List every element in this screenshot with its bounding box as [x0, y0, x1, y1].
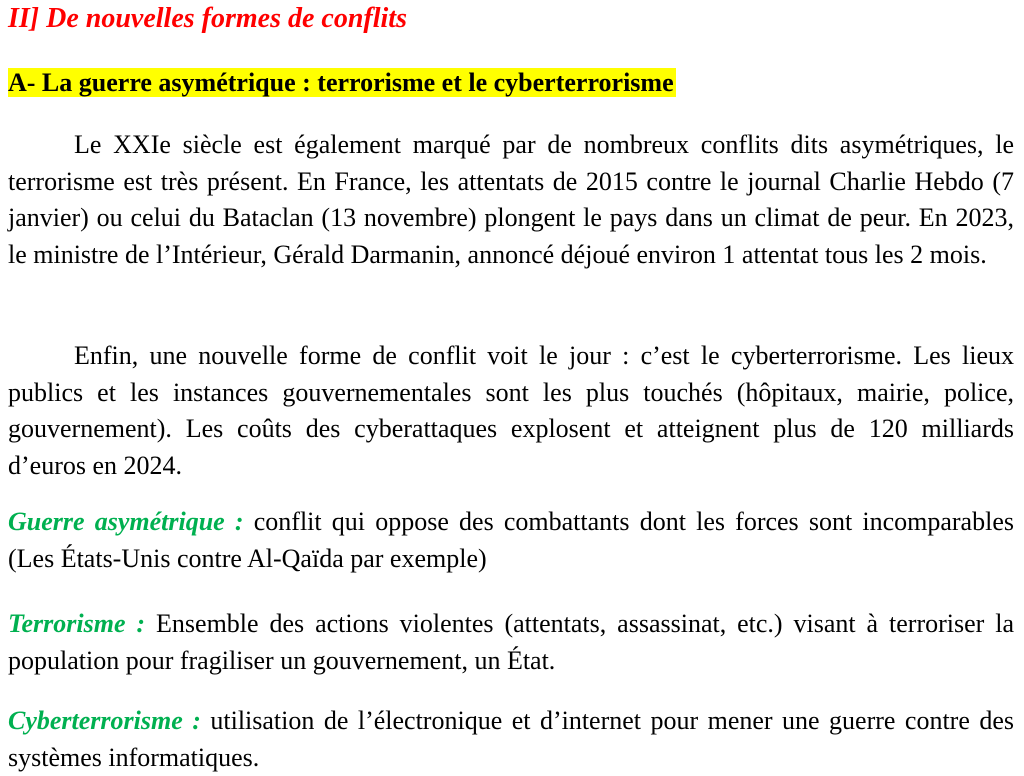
definition-term: Cyberterrorisme : — [8, 706, 201, 735]
definition-text: utilisation de l’électronique et d’internet pour mener une guerre contre des systèmes informatiques. — [8, 706, 1015, 772]
definition-text: Ensemble des actions violentes (attentats, assassinat, etc.) visant à terroriser la population pour fragiliser un gouvernement, un État. — [8, 609, 1015, 675]
definition-term: Guerre asymétrique : — [8, 507, 244, 536]
paragraph-terrorism: Le XXIe siècle est également marqué par de nombreux conflits dits asymétriques, le terrorisme est très présent. En France, les attentats de 2015 contre le journal Charlie Hebdo (7 janvier) ou celui du Bataclan (13 novembre) plongent le pays dans un climat de peur. En 2023, le ministre de l’Intérieur, Gérald Darmanin, annoncé déjoué environ 1 attentat tous les 2 mois. — [8, 130, 1014, 269]
subsection-title-text: A- La guerre asymétrique : terrorisme et le cyberterrorisme — [8, 68, 674, 97]
paragraph-cyberterrorism: Enfin, une nouvelle forme de conflit voit le jour : c’est le cyberterrorisme. Les lieux publics et les instances gouvernementales sont les plus touchés (hôpitaux, mairie, police, gouvernement). Les coûts des cyberattaques explosent et atteignent plus de 120 milliards d’euros en 2024. — [8, 341, 1014, 480]
subsection-title — [8, 66, 676, 100]
definition-guerre-asymetrique — [8, 504, 1014, 577]
definition-term: Terrorisme : — [8, 609, 146, 638]
definition-terrorisme — [8, 606, 1014, 679]
section-title: II] De nouvelles formes de conflits — [8, 3, 407, 34]
definition-text: conflit qui oppose des combattants dont les forces sont incomparables (Les États-Unis contre Al-Qaïda par exemple) — [8, 507, 1014, 573]
definition-cyberterrorisme — [8, 703, 1014, 776]
